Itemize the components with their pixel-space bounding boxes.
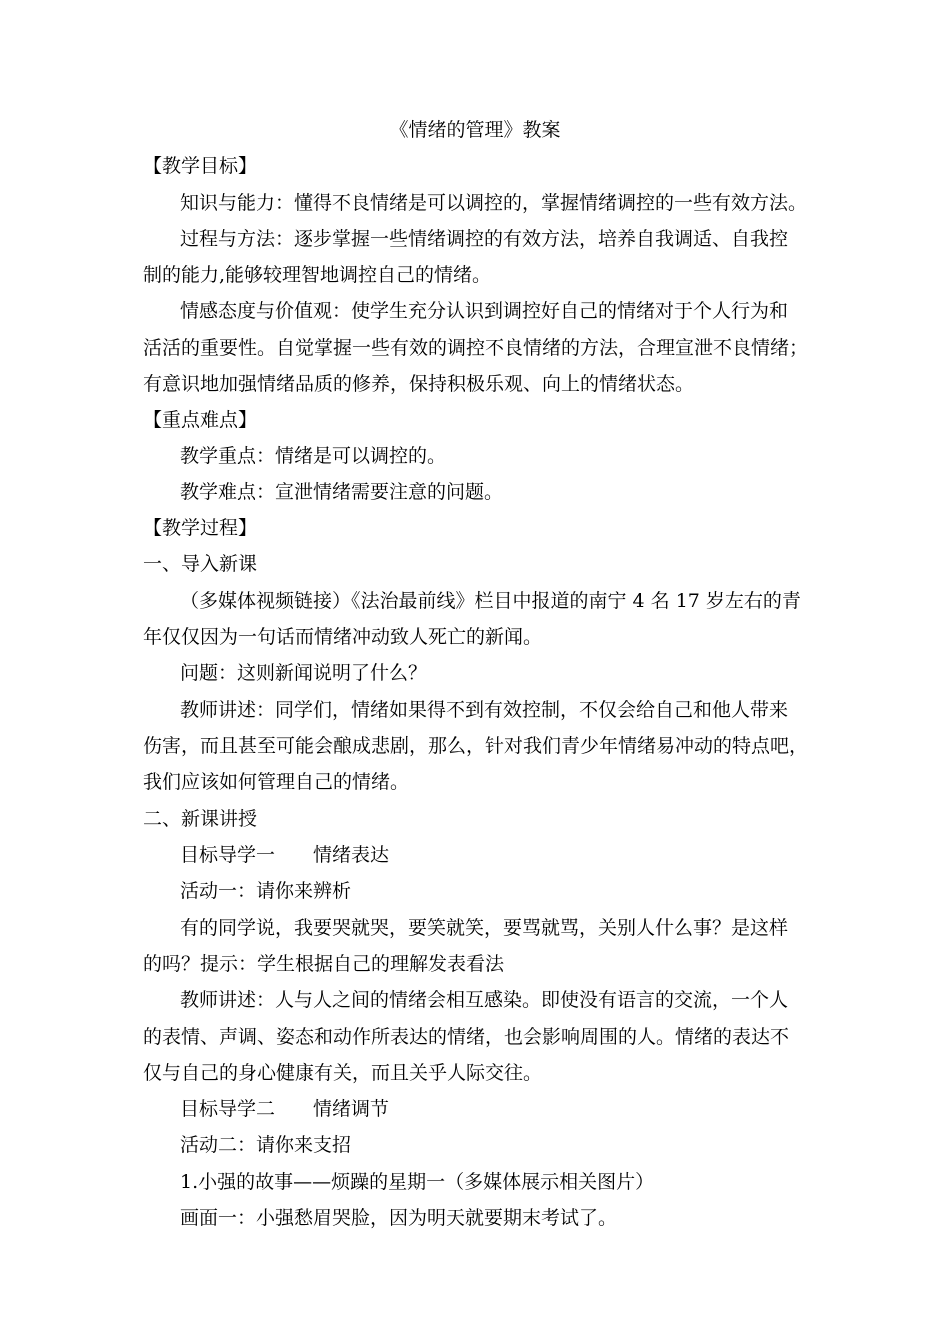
teacher-talk-line: 的表情、声调、姿态和动作所表达的情绪，也会影响周围的人。情绪的表达不 [143,1026,790,1048]
key-point: 教学重点：情绪是可以调控的。 [180,445,447,467]
goal-one [180,842,389,868]
difficult-point: 教学难点：宣泄情绪需要注意的问题。 [180,481,504,503]
teaching-process-heading: 【教学过程】 [143,517,258,539]
video-intro-line: 年仅仅因为一句话而情绪冲动致人死亡的新闻。 [143,626,543,648]
story-line: 1.小强的故事——烦躁的星期一（多媒体展示相关图片） [180,1171,655,1193]
goal-two [180,1096,389,1122]
key-difficulty-heading: 【重点难点】 [143,409,258,431]
activity-two: 活动二：请你来支招 [180,1134,352,1156]
teacher-talk-line: 仅与自己的身心健康有关，而且关乎人际交往。 [143,1062,543,1084]
document-title: 《情绪的管理》教案 [389,119,561,141]
process-method-line: 制的能力,能够较理智地调控自己的情绪。 [143,264,492,286]
part-two-heading: 二、新课讲授 [143,808,258,830]
process-method-line: 过程与方法：逐步掌握一些情绪调控的有效方法，培养自我调适、自我控 [180,228,789,250]
teacher-talk-line: 教师讲述：人与人之间的情绪会相互感染。即使没有语言的交流，一个人 [180,989,789,1011]
attitude-values-line: 有意识地加强情绪品质的修养，保持积极乐观、向上的情绪状态。 [143,373,695,395]
goal-two-label: 目标导学二 [180,1098,276,1120]
part-one-heading: 一、导入新课 [143,553,258,575]
question-line: 问题：这则新闻说明了什么？ [180,662,428,684]
activity-one: 活动一：请你来辨析 [180,880,352,902]
teacher-talk-line: 我们应该如何管理自己的情绪。 [143,771,410,793]
video-intro-line: （多媒体视频链接）《法治最前线》栏目中报道的南宁 4 名 17 岁左右的青 [180,590,801,612]
attitude-values-line: 活活的重要性。自觉掌握一些有效的调控不良情绪的方法，合理宣泄不良情绪； [143,337,809,359]
scene-one: 画面一：小强愁眉哭脸，因为明天就要期末考试了。 [180,1207,618,1229]
objectives-heading: 【教学目标】 [143,155,258,177]
discussion-line: 的吗？提示：学生根据自己的理解发表看法 [143,953,505,975]
discussion-line: 有的同学说，我要哭就哭，要笑就笑，要骂就骂，关别人什么事？是这样 [180,917,789,939]
knowledge-ability: 知识与能力：懂得不良情绪是可以调控的，掌握情绪调控的一些有效方法。 [180,192,808,214]
goal-one-label: 目标导学一 [180,844,276,866]
teacher-talk-line: 伤害，而且甚至可能会酿成悲剧，那么，针对我们青少年情绪易冲动的特点吧， [143,735,809,757]
attitude-values-line: 情感态度与价值观：使学生充分认识到调控好自己的情绪对于个人行为和 [180,300,789,322]
teacher-talk-line: 教师讲述：同学们，情绪如果得不到有效控制，不仅会给自己和他人带来 [180,699,789,721]
goal-one-topic: 情绪表达 [313,844,390,866]
goal-two-topic: 情绪调节 [313,1098,390,1120]
